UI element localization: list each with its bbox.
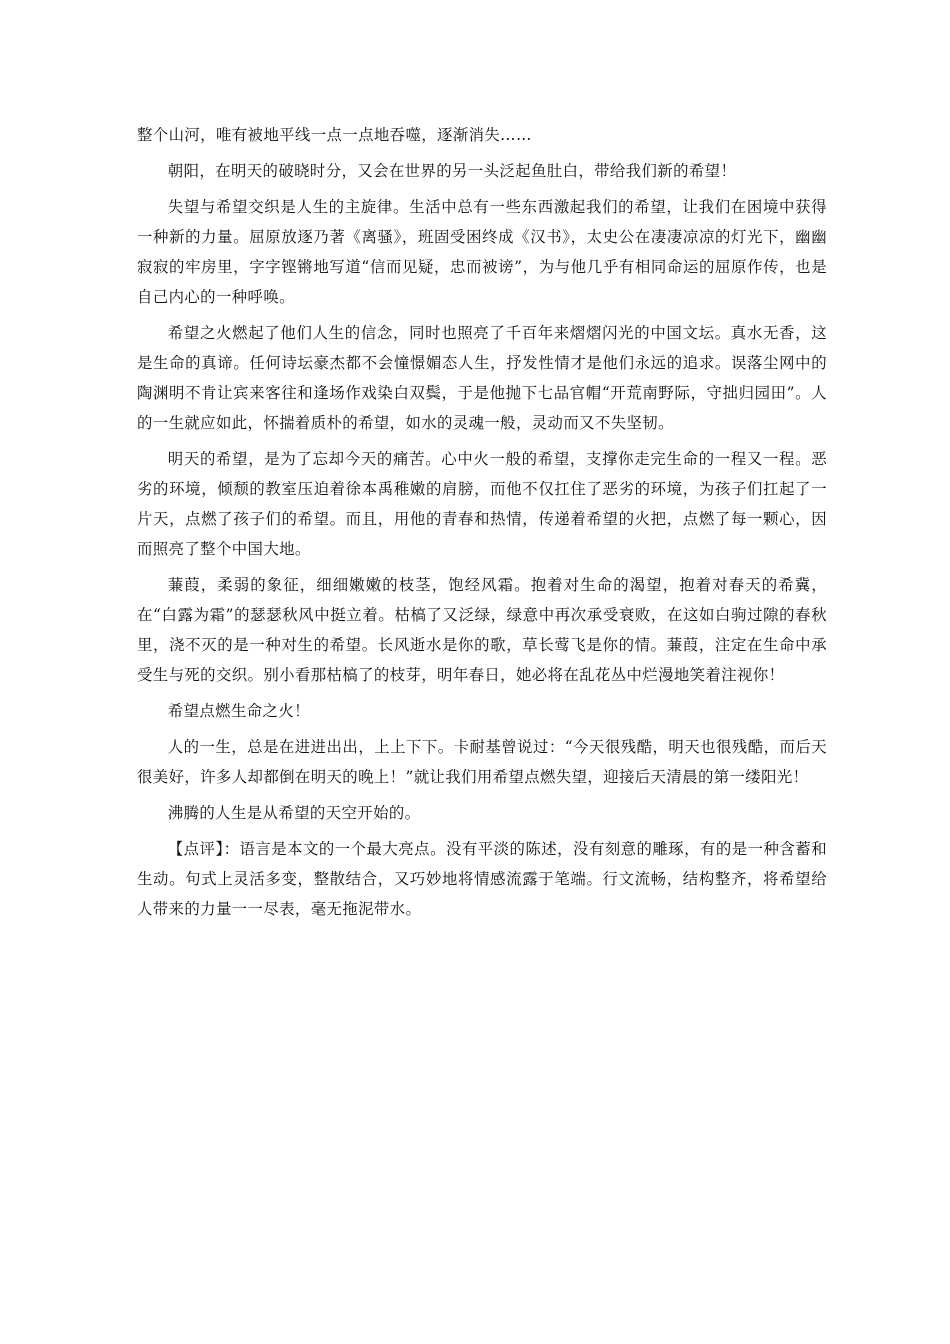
paragraph-tomorrow-hope: 明天的希望，是为了忘却今天的痛苦。心中火一般的希望，支撑你走完生命的一程又一程。恶劣的环境，倾颓的教室压迫着徐本禹稚嫩的肩膀，而他不仅扛住了恶劣的环境，为孩子们扛起了一片天，点燃了孩子们的希望。而且，用他的青春和热情，传递着希望的火把，点燃了每一颗心，因而照亮了整个中国大地。 [137,450,827,558]
paragraph-fire-of-hope: 希望之火燃起了他们人生的信念，同时也照亮了千百年来熠熠闪光的中国文坛。真水无香，这是生命的真谛。任何诗坛豪杰都不会憧憬媚态人生，抒发性情才是他们永远的追求。误落尘网中的陶渊明不肯让宾来客往和逢场作戏染白双鬓，于是他抛下七品官帽“开荒南野际，守拙归园田”。人的一生就应如此，怀揣着质朴的希望，如水的灵魂一般，灵动而又不失坚韧。 [137,324,827,432]
paragraph-carnegie-quote: 人的一生，总是在进进出出，上上下下。卡耐基曾说过：“今天很残酷，明天也很残酷，而后天很美好，许多人却都倒在明天的晚上！”就让我们用希望点燃失望，迎接后天清晨的第一缕阳光！ [137,738,827,786]
paragraph-reeds: 蒹葭，柔弱的象征，细细嫩嫩的枝茎，饱经风霜。抱着对生命的渴望，抱着对春天的希冀，在“白露为霜”的瑟瑟秋风中挺立着。枯槁了又泛绿，绿意中再次承受衰败，在这如白驹过隙的春秋里，浇不灭的是一种对生的希望。长风逝水是你的歌，草长莺飞是你的情。蒹葭，注定在生命中承受生与死的交织。别小看那枯槁了的枝芽，明年春日，她必将在乱花丛中烂漫地笑着注视你！ [137,576,827,684]
essay-page [137,120,827,924]
paragraph-comment: 【点评】：语言是本文的一个最大亮点。没有平淡的陈述，没有刻意的雕琢，有的是一种含蓄和生动。句式上灵活多变，整散结合，又巧妙地将情感流露于笔端。行文流畅，结构整齐，将希望给人带来的力量一一尽表，毫无拖泥带水。 [137,840,827,918]
paragraph-morning-sun: 朝阳，在明天的破晓时分，又会在世界的另一头泛起鱼肚白，带给我们新的希望！ [167,162,737,180]
paragraph-boiling-life: 沸腾的人生是从希望的天空开始的。 [167,804,421,822]
paragraph-continuation: 整个山河，唯有被地平线一点一点地吞噬，逐渐消失…… [137,126,532,144]
paragraph-hope-and-despair: 失望与希望交织是人生的主旋律。生活中总有一些东西激起我们的希望，让我们在困境中获得一种新的力量。屈原放逐乃著《离骚》，班固受困终成《汉书》，太史公在凄凄凉凉的灯光下，幽幽寂寂的牢房里，字字铿锵地写道“信而见疑，忠而被谤”，为与他几乎有相同命运的屈原作传，也是自己内心的一种呼唤。 [137,198,827,306]
paragraph-hope-ignites-life: 希望点燃生命之火！ [167,702,310,720]
